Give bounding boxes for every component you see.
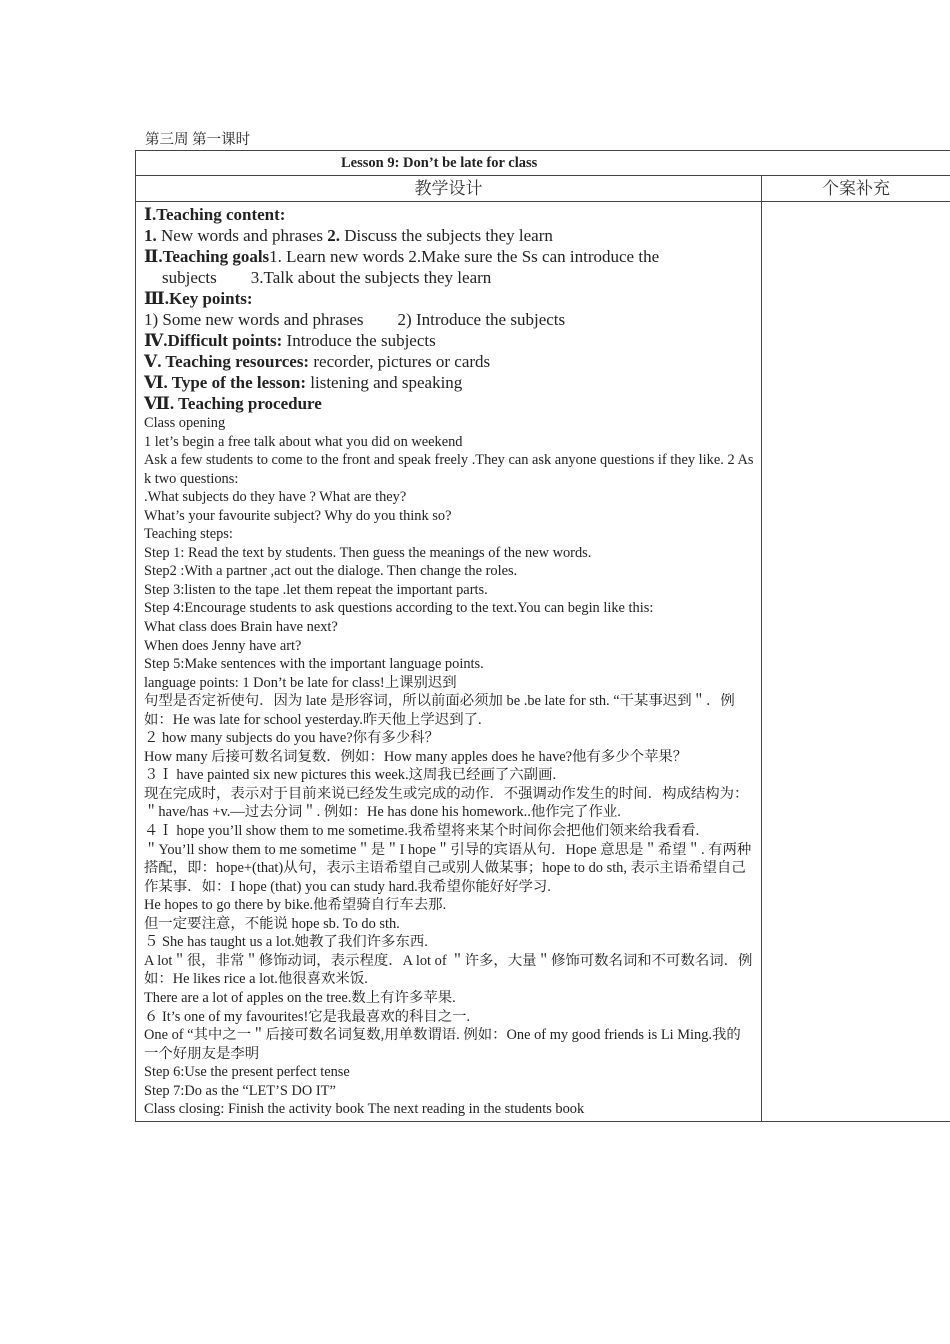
lesson-header: 第三周 第一课时 <box>145 132 251 148</box>
procedure-line: ５ She has taught us a lot.她教了我们许多东西. <box>144 934 428 951</box>
procedure-line: Ask a few students to come to the front and speak freely .They can ask anyone questions if they like. 2 Ask two questions: <box>144 452 754 487</box>
case-supplement-cell <box>762 202 950 1122</box>
procedure-line: When does Jenny have art? <box>144 637 302 654</box>
procedure-line: Class closing: Finish the activity book The next reading in the students book <box>144 1101 585 1118</box>
procedure-body <box>144 414 755 1119</box>
difficult-points: Ⅳ.Difficult points: Introduce the subjects <box>144 331 436 350</box>
procedure-line: Class opening <box>144 415 226 431</box>
procedure-line: How many 后接可数名词复数．例如：How many apples does he have?他有多少个苹果？ <box>144 748 688 765</box>
procedure-line: Step 4:Encourage students to ask questions according to the text.You can begin like this: <box>144 600 654 617</box>
procedure-line: Step 3:listen to the tape .let them repeat the important parts. <box>144 581 488 598</box>
teaching-design-cell <box>136 202 762 1122</box>
procedure-line: ２ how many subjects do you have?你有多少科？ <box>144 730 439 747</box>
teaching-content-heading: Ⅰ.Teaching content: <box>144 205 286 224</box>
procedure-line: Teaching steps: <box>144 526 233 543</box>
procedure-line: Step 7:Do as the “LET’S DO IT” <box>144 1082 336 1099</box>
procedure-line: A lot＂很，非常＂修饰动词，表示程度．A lot of ＂许多，大量＂修饰可数名词和不可数名词．例如：He likes rice a lot.他很喜欢米饭. <box>144 952 753 988</box>
procedure-line: ３Ｉ have painted six new pictures this week.这周我已经画了六副画. <box>144 767 557 784</box>
procedure-line: language points: 1 Don’t be late for class!上课别迟到 <box>144 674 457 691</box>
key-points-heading: Ⅲ.Key points: <box>144 289 253 308</box>
procedure-line: 1 let’s begin a free talk about what you did on weekend <box>144 433 463 450</box>
procedure-line: Step2 :With a partner ,act out the dialoge. Then change the roles. <box>144 563 518 580</box>
column-header-supplement: 个案补充 <box>762 176 950 202</box>
procedure-line: What class does Brain have next? <box>144 619 338 636</box>
procedure-line: ６ It’s one of my favourites!它是我最喜欢的科目之一. <box>144 1008 471 1025</box>
procedure-line: He hopes to go there by bike.他希望骑自行车去那. <box>144 897 447 914</box>
procedure-line: 现在完成时，表示对于目前来说已经发生或完成的动作．不强调动作发生的时间．构成结构为：＂have/has +v.—过去分词＂. 例如：He has done his homework..他作完了作业. <box>144 785 749 821</box>
procedure-line: 句型是否定祈使句．因为 late 是形容词，所以前面必须加 be .be late for sth. “干某事迟到＂．例如：He was late for school yesterday.昨天他上学迟到了. <box>144 693 735 728</box>
procedure-line: What’s your favourite subject? Why do you think so? <box>144 507 452 524</box>
lesson-title: Lesson 9: Don’t be late for class <box>136 151 950 176</box>
teaching-goals-cont: subjects 3.Talk about the subjects they learn <box>162 268 492 287</box>
teaching-goals: Ⅱ.Teaching goals1. Learn new words 2.Make sure the Ss can introduce the <box>144 247 660 266</box>
procedure-line: .What subjects do they have ? What are they? <box>144 489 407 506</box>
key-points-text: 1) Some new words and phrases 2) Introduce the subjects <box>144 310 566 329</box>
procedure-line: Step 6:Use the present perfect tense <box>144 1064 350 1081</box>
teaching-content-line: 1. New words and phrases 2. Discuss the subjects they learn <box>144 226 553 245</box>
teaching-resources: Ⅴ. Teaching resources: recorder, pictures or cards <box>144 352 491 371</box>
procedure-line: One of “其中之一＂后接可数名词复数,用单数谓语. 例如：One of my good friends is Li Ming.我的一个好朋友是李明 <box>144 1027 741 1062</box>
procedure-line: ４Ｉ hope you’ll show them to me sometime.我希望将来某个时间你会把他们领来给我看看. <box>144 823 700 840</box>
teaching-procedure-heading: Ⅶ. Teaching procedure <box>144 394 322 413</box>
procedure-line: There are a lot of apples on the tree.数上有许多苹果. <box>144 989 456 1006</box>
column-header-design: 教学设计 <box>136 176 762 202</box>
procedure-line: 但一定要注意，不能说 hope sb. To do sth. <box>144 915 400 932</box>
lesson-plan-table <box>135 150 950 1122</box>
procedure-line: Step 1: Read the text by students. Then guess the meanings of the new words. <box>144 544 592 561</box>
procedure-line: ＂You’ll show them to me sometime＂是＂I hope＂引导的宾语从句．Hope 意思是＂希望＂. 有两种搭配，即：hope+(that)从句，表示主语希望自己或别人做某事；hope to do sth, 表示主语希望自己作某事．如：I hope (that) you can study hard.我希望你能好好学习. <box>144 841 752 895</box>
procedure-line: Step 5:Make sentences with the important language points. <box>144 656 484 673</box>
lesson-type: Ⅵ. Type of the lesson: listening and speaking <box>144 373 463 392</box>
